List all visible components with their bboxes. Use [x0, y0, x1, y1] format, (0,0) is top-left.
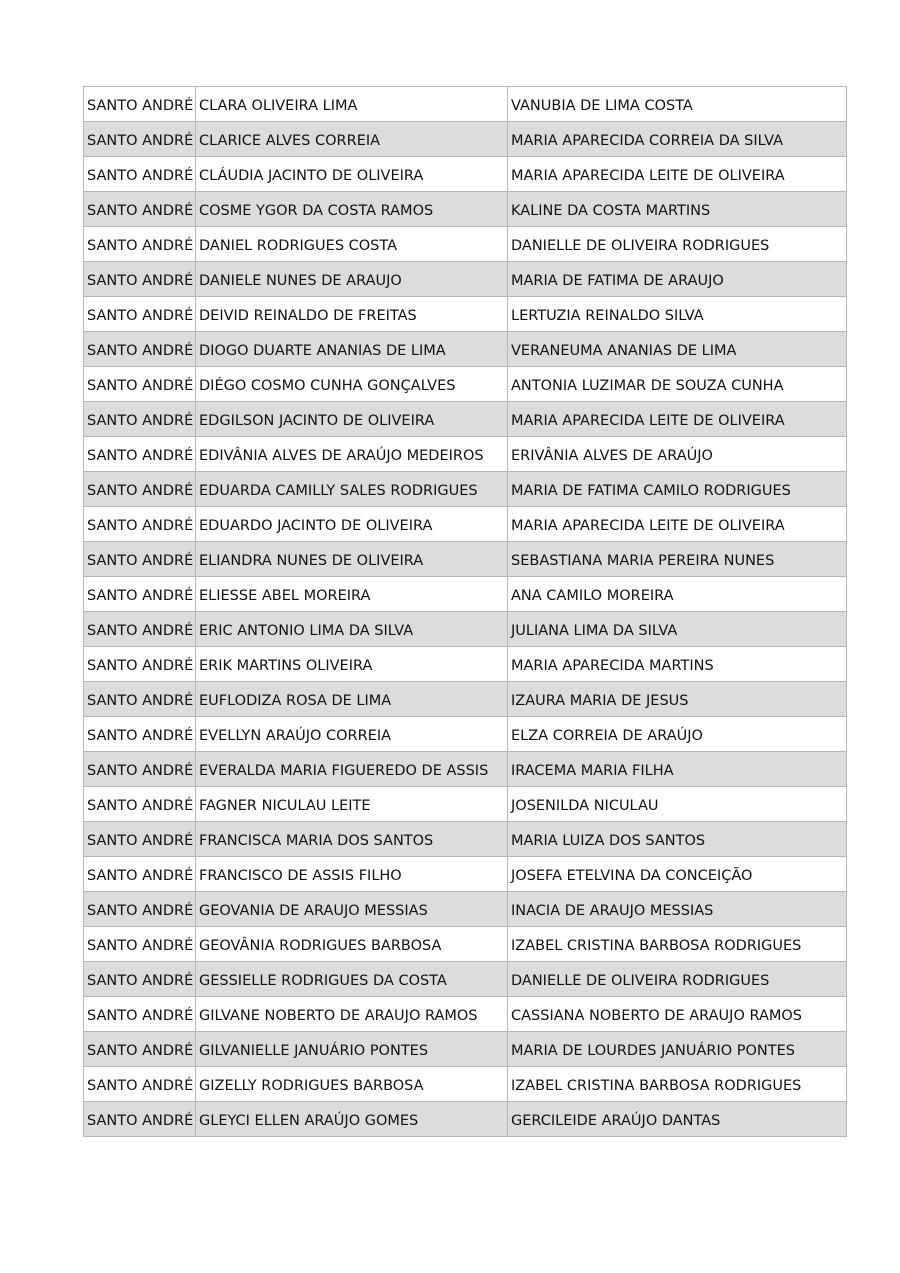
mother-name-cell: MARIA APARECIDA LEITE DE OLIVEIRA [508, 402, 847, 437]
city-cell: SANTO ANDRÉ [84, 1102, 196, 1137]
table-row [84, 822, 847, 857]
person-name-cell: GESSIELLE RODRIGUES DA COSTA [196, 962, 508, 997]
mother-name-cell: JOSENILDA NICULAU [508, 787, 847, 822]
mother-name-cell: ELZA CORREIA DE ARAÚJO [508, 717, 847, 752]
city-cell: SANTO ANDRÉ [84, 332, 196, 367]
person-name-cell: FRANCISCA MARIA DOS SANTOS [196, 822, 508, 857]
city-cell: SANTO ANDRÉ [84, 297, 196, 332]
person-name-cell: DANIELE NUNES DE ARAUJO [196, 262, 508, 297]
city-cell: SANTO ANDRÉ [84, 367, 196, 402]
person-name-cell: GEOVANIA DE ARAUJO MESSIAS [196, 892, 508, 927]
person-name-cell: ERIC ANTONIO LIMA DA SILVA [196, 612, 508, 647]
mother-name-cell: MARIA APARECIDA CORREIA DA SILVA [508, 122, 847, 157]
table-row [84, 647, 847, 682]
city-cell: SANTO ANDRÉ [84, 472, 196, 507]
mother-name-cell: JOSEFA ETELVINA DA CONCEIÇÃO [508, 857, 847, 892]
city-cell: SANTO ANDRÉ [84, 892, 196, 927]
names-table [83, 86, 847, 1137]
table-row [84, 997, 847, 1032]
city-cell: SANTO ANDRÉ [84, 437, 196, 472]
person-name-cell: GEOVÂNIA RODRIGUES BARBOSA [196, 927, 508, 962]
city-cell: SANTO ANDRÉ [84, 822, 196, 857]
person-name-cell: GILVANE NOBERTO DE ARAUJO RAMOS [196, 997, 508, 1032]
person-name-cell: GIZELLY RODRIGUES BARBOSA [196, 1067, 508, 1102]
mother-name-cell: INACIA DE ARAUJO MESSIAS [508, 892, 847, 927]
person-name-cell: DIOGO DUARTE ANANIAS DE LIMA [196, 332, 508, 367]
city-cell: SANTO ANDRÉ [84, 262, 196, 297]
person-name-cell: FAGNER NICULAU LEITE [196, 787, 508, 822]
city-cell: SANTO ANDRÉ [84, 157, 196, 192]
person-name-cell: EUFLODIZA ROSA DE LIMA [196, 682, 508, 717]
person-name-cell: FRANCISCO DE ASSIS FILHO [196, 857, 508, 892]
table-row [84, 157, 847, 192]
table-row [84, 472, 847, 507]
mother-name-cell: MARIA APARECIDA MARTINS [508, 647, 847, 682]
city-cell: SANTO ANDRÉ [84, 507, 196, 542]
mother-name-cell: DANIELLE DE OLIVEIRA RODRIGUES [508, 227, 847, 262]
table-row [84, 682, 847, 717]
person-name-cell: COSME YGOR DA COSTA RAMOS [196, 192, 508, 227]
table-row [84, 612, 847, 647]
person-name-cell: GILVANIELLE JANUÁRIO PONTES [196, 1032, 508, 1067]
table-row [84, 1102, 847, 1137]
city-cell: SANTO ANDRÉ [84, 997, 196, 1032]
person-name-cell: EDUARDO JACINTO DE OLIVEIRA [196, 507, 508, 542]
city-cell: SANTO ANDRÉ [84, 857, 196, 892]
mother-name-cell: IZABEL CRISTINA BARBOSA RODRIGUES [508, 1067, 847, 1102]
table-row [84, 1067, 847, 1102]
person-name-cell: EVERALDA MARIA FIGUEREDO DE ASSIS [196, 752, 508, 787]
mother-name-cell: ANA CAMILO MOREIRA [508, 577, 847, 612]
table-row [84, 577, 847, 612]
city-cell: SANTO ANDRÉ [84, 227, 196, 262]
city-cell: SANTO ANDRÉ [84, 1032, 196, 1067]
mother-name-cell: CASSIANA NOBERTO DE ARAUJO RAMOS [508, 997, 847, 1032]
table-row [84, 892, 847, 927]
city-cell: SANTO ANDRÉ [84, 787, 196, 822]
mother-name-cell: MARIA APARECIDA LEITE DE OLIVEIRA [508, 507, 847, 542]
table-row [84, 227, 847, 262]
city-cell: SANTO ANDRÉ [84, 752, 196, 787]
table-row [84, 297, 847, 332]
mother-name-cell: LERTUZIA REINALDO SILVA [508, 297, 847, 332]
person-name-cell: EDIVÂNIA ALVES DE ARAÚJO MEDEIROS [196, 437, 508, 472]
table-row [84, 752, 847, 787]
table-body [84, 87, 847, 1137]
person-name-cell: ELIESSE ABEL MOREIRA [196, 577, 508, 612]
table-row [84, 507, 847, 542]
city-cell: SANTO ANDRÉ [84, 87, 196, 122]
city-cell: SANTO ANDRÉ [84, 927, 196, 962]
mother-name-cell: VANUBIA DE LIMA COSTA [508, 87, 847, 122]
table-row [84, 87, 847, 122]
table-row [84, 437, 847, 472]
mother-name-cell: KALINE DA COSTA MARTINS [508, 192, 847, 227]
mother-name-cell: ANTONIA LUZIMAR DE SOUZA CUNHA [508, 367, 847, 402]
person-name-cell: DEIVID REINALDO DE FREITAS [196, 297, 508, 332]
mother-name-cell: MARIA APARECIDA LEITE DE OLIVEIRA [508, 157, 847, 192]
city-cell: SANTO ANDRÉ [84, 647, 196, 682]
person-name-cell: EVELLYN ARAÚJO CORREIA [196, 717, 508, 752]
mother-name-cell: SEBASTIANA MARIA PEREIRA NUNES [508, 542, 847, 577]
city-cell: SANTO ANDRÉ [84, 717, 196, 752]
mother-name-cell: MARIA DE LOURDES JANUÁRIO PONTES [508, 1032, 847, 1067]
city-cell: SANTO ANDRÉ [84, 577, 196, 612]
person-name-cell: CLARICE ALVES CORREIA [196, 122, 508, 157]
city-cell: SANTO ANDRÉ [84, 962, 196, 997]
city-cell: SANTO ANDRÉ [84, 682, 196, 717]
table-row [84, 402, 847, 437]
city-cell: SANTO ANDRÉ [84, 122, 196, 157]
person-name-cell: ELIANDRA NUNES DE OLIVEIRA [196, 542, 508, 577]
city-cell: SANTO ANDRÉ [84, 1067, 196, 1102]
person-name-cell: DIÉGO COSMO CUNHA GONÇALVES [196, 367, 508, 402]
table-row [84, 332, 847, 367]
person-name-cell: EDGILSON JACINTO DE OLIVEIRA [196, 402, 508, 437]
person-name-cell: CLÁUDIA JACINTO DE OLIVEIRA [196, 157, 508, 192]
city-cell: SANTO ANDRÉ [84, 402, 196, 437]
table-row [84, 367, 847, 402]
mother-name-cell: ERIVÂNIA ALVES DE ARAÚJO [508, 437, 847, 472]
mother-name-cell: MARIA LUIZA DOS SANTOS [508, 822, 847, 857]
person-name-cell: ERIK MARTINS OLIVEIRA [196, 647, 508, 682]
mother-name-cell: IZAURA MARIA DE JESUS [508, 682, 847, 717]
city-cell: SANTO ANDRÉ [84, 612, 196, 647]
table-row [84, 927, 847, 962]
table-row [84, 122, 847, 157]
city-cell: SANTO ANDRÉ [84, 192, 196, 227]
person-name-cell: CLARA OLIVEIRA LIMA [196, 87, 508, 122]
mother-name-cell: MARIA DE FATIMA DE ARAUJO [508, 262, 847, 297]
mother-name-cell: DANIELLE DE OLIVEIRA RODRIGUES [508, 962, 847, 997]
table-row [84, 717, 847, 752]
table-row [84, 1032, 847, 1067]
table-row [84, 857, 847, 892]
mother-name-cell: GERCILEIDE ARAÚJO DANTAS [508, 1102, 847, 1137]
table-row [84, 192, 847, 227]
table-row [84, 962, 847, 997]
mother-name-cell: IZABEL CRISTINA BARBOSA RODRIGUES [508, 927, 847, 962]
city-cell: SANTO ANDRÉ [84, 542, 196, 577]
mother-name-cell: JULIANA LIMA DA SILVA [508, 612, 847, 647]
table-row [84, 787, 847, 822]
table-row [84, 542, 847, 577]
person-name-cell: DANIEL RODRIGUES COSTA [196, 227, 508, 262]
mother-name-cell: MARIA DE FATIMA CAMILO RODRIGUES [508, 472, 847, 507]
person-name-cell: EDUARDA CAMILLY SALES RODRIGUES [196, 472, 508, 507]
person-name-cell: GLEYCI ELLEN ARAÚJO GOMES [196, 1102, 508, 1137]
mother-name-cell: IRACEMA MARIA FILHA [508, 752, 847, 787]
table-row [84, 262, 847, 297]
mother-name-cell: VERANEUMA ANANIAS DE LIMA [508, 332, 847, 367]
